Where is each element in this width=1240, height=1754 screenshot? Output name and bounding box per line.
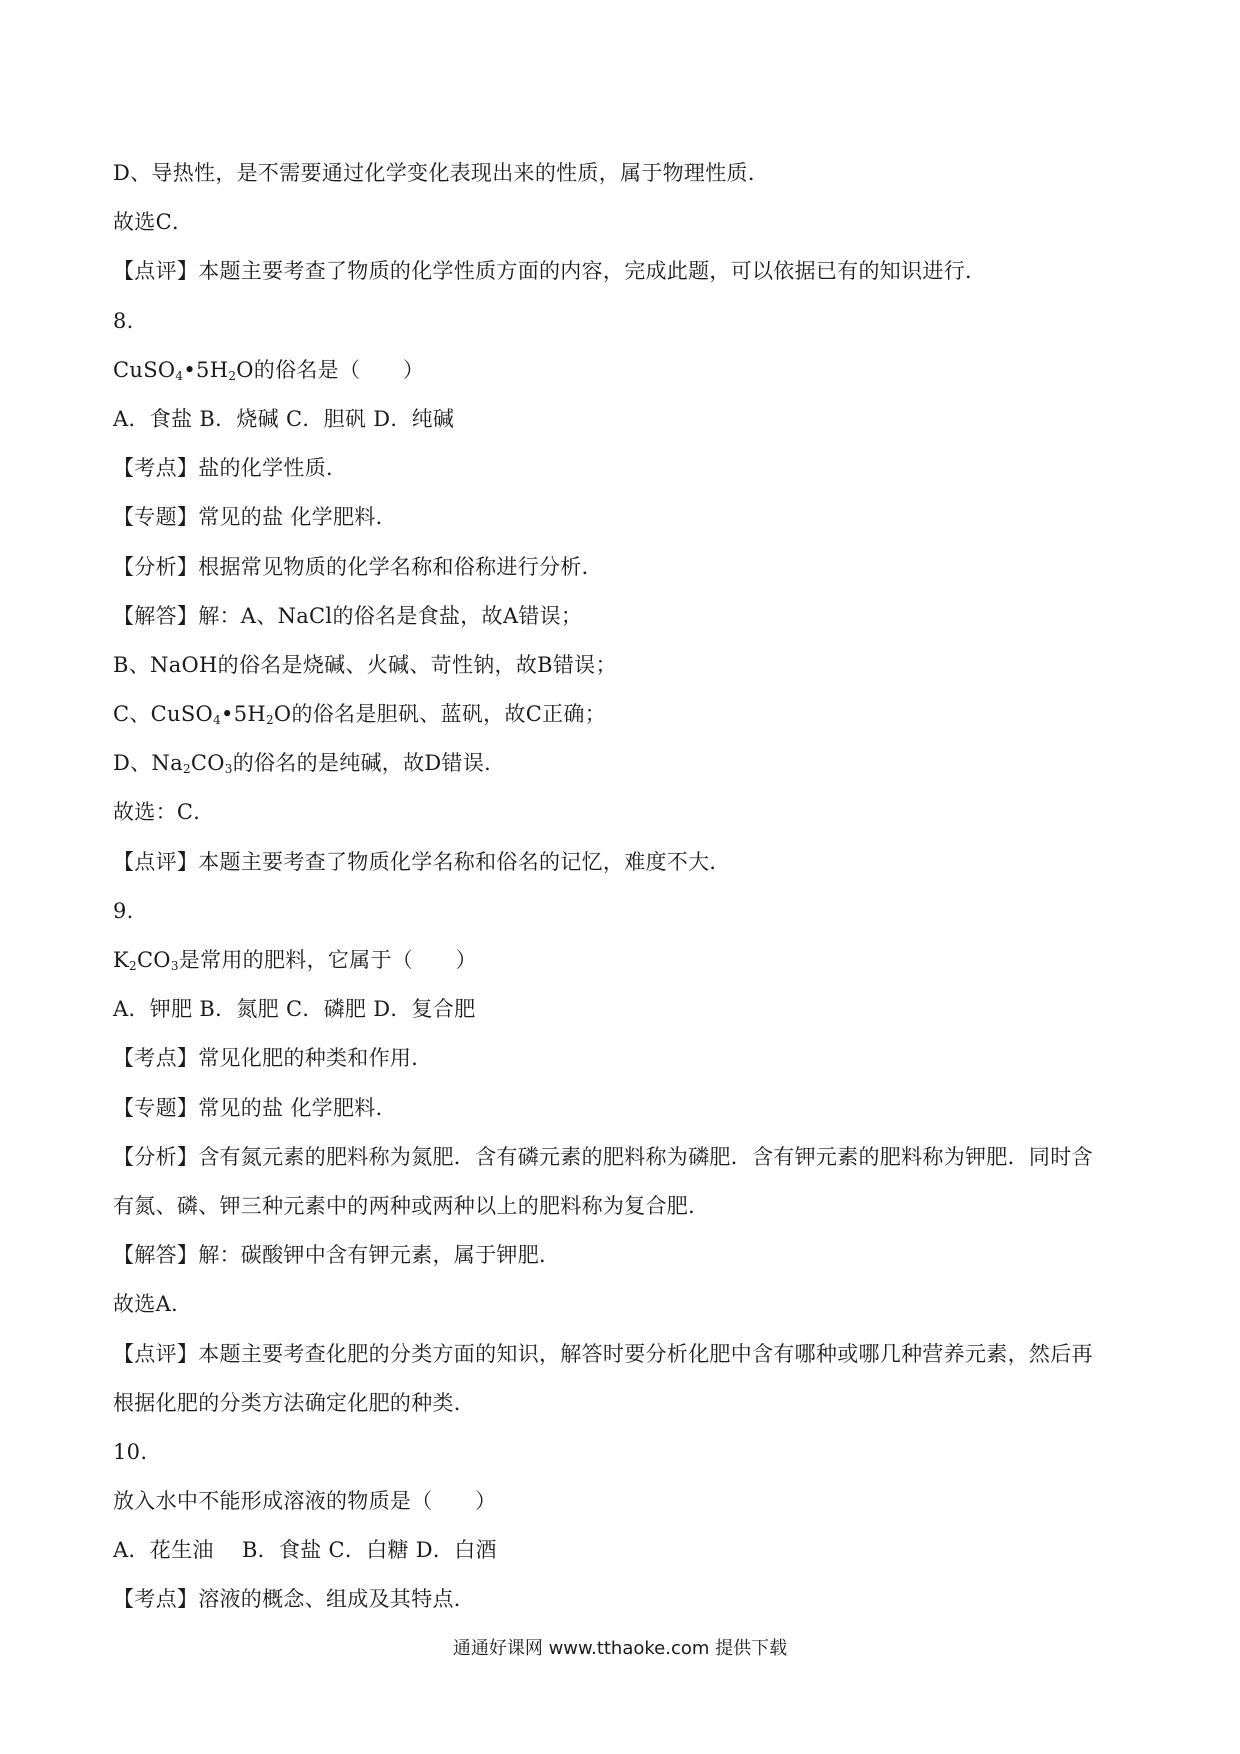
text-line (113, 1486, 1133, 1535)
text-segment: •5H (221, 702, 266, 727)
text-line (113, 1388, 1133, 1437)
text-line (113, 945, 1133, 994)
text-line (113, 1043, 1133, 1092)
subscript: 2 (265, 713, 274, 728)
text-segment: 【考点】盐的化学性质． (113, 456, 348, 481)
text-line (113, 650, 1133, 699)
text-segment: 故选C． (113, 210, 194, 235)
subscript: 3 (224, 762, 233, 777)
text-line (113, 1339, 1133, 1388)
text-segment: 的俗名的是纯碱，故D错误． (232, 751, 506, 776)
text-line (113, 453, 1133, 502)
text-line (113, 699, 1133, 748)
text-segment: 有氮、磷、钾三种元素中的两种或两种以上的肥料称为复合肥． (113, 1193, 710, 1218)
text-segment: 【点评】本题主要考查化肥的分类方面的知识，解答时要分析化肥中含有哪种或哪几种营养元素，然后再 (113, 1341, 1093, 1366)
text-segment: CuSO (113, 357, 176, 382)
text-line (113, 601, 1133, 650)
text-segment: 故选：C． (113, 800, 215, 825)
text-line (113, 847, 1133, 896)
text-segment: 10. (113, 1439, 148, 1464)
text-segment: 根据化肥的分类方法确定化肥的种类． (113, 1390, 476, 1415)
text-line (113, 306, 1133, 355)
text-line (113, 1240, 1133, 1289)
text-segment: CO (136, 948, 171, 972)
text-segment: C、CuSO (113, 702, 214, 727)
text-line (113, 552, 1133, 601)
document-body (113, 158, 1133, 1634)
text-segment: 【考点】溶液的概念、组成及其特点． (113, 1587, 476, 1612)
text-segment: 故选A． (113, 1292, 193, 1317)
text-segment: •5H (183, 357, 229, 382)
text-segment: 【分析】根据常见物质的化学名称和俗称进行分析． (113, 554, 603, 579)
text-segment: 【分析】含有氮元素的肥料称为氮肥．含有磷元素的肥料称为磷肥．含有钾元素的肥料称为钾肥．同时含 (113, 1144, 1093, 1169)
subscript: 4 (175, 368, 184, 383)
subscript: 2 (228, 368, 237, 383)
text-line (113, 748, 1133, 797)
text-line (113, 1584, 1133, 1633)
subscript: 2 (129, 959, 137, 973)
subscript: 4 (213, 713, 222, 728)
text-line (113, 502, 1133, 551)
text-line (113, 1191, 1133, 1240)
text-segment: A．花生油 B．食盐 C．白糖 D．白酒 (113, 1538, 497, 1563)
text-segment: 【点评】本题主要考查了物质的化学性质方面的内容，完成此题，可以依据已有的知识进行． (113, 259, 987, 284)
text-segment: 【专题】常见的盐 化学肥料． (113, 505, 397, 530)
text-line (113, 1142, 1133, 1191)
text-segment: 是常用的肥料，它属于（ ） (178, 948, 477, 972)
text-line (113, 1535, 1133, 1584)
text-line (113, 207, 1133, 256)
text-line (113, 1093, 1133, 1142)
text-segment: 【点评】本题主要考查了物质化学名称和俗名的记忆，难度不大． (113, 849, 731, 874)
page-footer: 通通好课网 www.tthaoke.com 提供下载 (452, 1638, 788, 1659)
text-line (113, 797, 1133, 846)
subscript: 2 (182, 762, 191, 777)
text-line (113, 404, 1133, 453)
text-segment: A．食盐 B．烧碱 C．胆矾 D．纯碱 (113, 406, 455, 431)
text-line (113, 896, 1133, 945)
text-line (113, 1437, 1133, 1486)
text-segment: O的俗名是（ ） (236, 357, 425, 382)
text-segment: D、Na (113, 751, 183, 776)
text-line (113, 355, 1133, 404)
text-line (113, 1289, 1133, 1338)
text-segment: 【考点】常见化肥的种类和作用． (113, 1046, 433, 1071)
subscript: 3 (170, 959, 179, 973)
text-segment: O的俗名是胆矾、蓝矾，故C正确； (273, 702, 607, 727)
text-segment: 【解答】解：A、NaCl的俗名是食盐，故A错误； (113, 603, 583, 628)
text-segment: K (113, 948, 129, 972)
text-line (113, 994, 1133, 1043)
text-segment: A．钾肥 B．氮肥 C．磷肥 D．复合肥 (113, 997, 476, 1022)
text-line (113, 256, 1133, 305)
text-segment: 放入水中不能形成溶液的物质是（ ） (113, 1489, 497, 1514)
text-segment: 8. (113, 308, 134, 333)
text-segment: 【专题】常见的盐 化学肥料． (113, 1095, 397, 1120)
text-segment: B、NaOH的俗名是烧碱、火碱、苛性钠，故B错误； (113, 652, 617, 677)
text-segment: 【解答】解：碳酸钾中含有钾元素，属于钾肥． (113, 1243, 561, 1268)
text-segment: CO (190, 751, 225, 776)
text-segment: 9. (113, 898, 134, 923)
text-segment: D、导热性，是不需要通过化学变化表现出来的性质，属于物理性质． (113, 161, 770, 185)
text-line (113, 158, 1133, 207)
